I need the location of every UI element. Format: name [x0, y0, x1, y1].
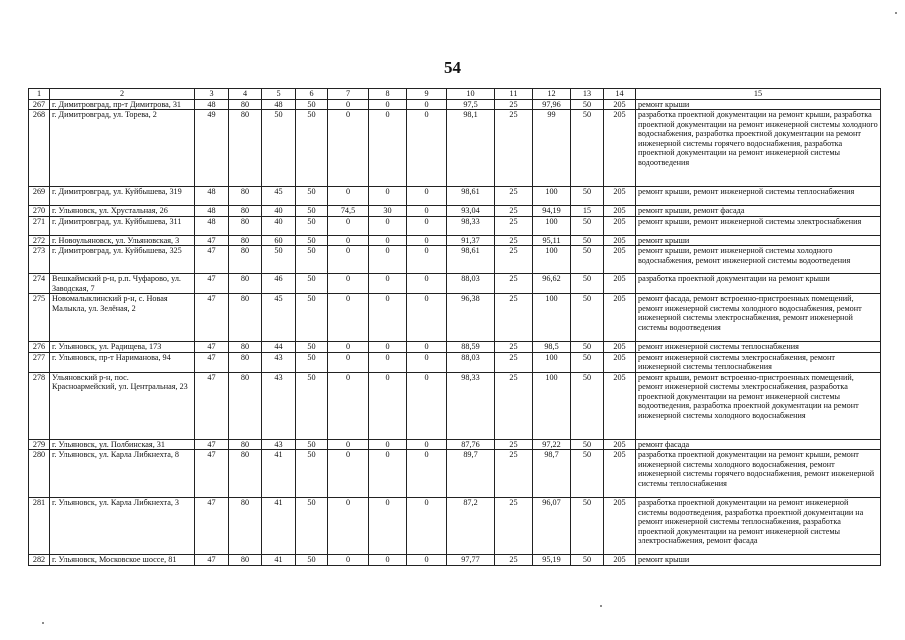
table-cell: разработка проектной документации на ремонт инженерной системы водоотведения, разработка проектной документации на ремонт инженерной системы теплоснабжения, разработка проектной документации на ремонт инженерной системы электроснабжения, ремонт фасада	[636, 498, 881, 555]
scan-speck	[895, 12, 897, 14]
column-header-1: 1	[29, 89, 50, 100]
table-cell: 205	[604, 206, 636, 217]
table-cell: 50	[296, 206, 328, 217]
table-cell: 205	[604, 498, 636, 555]
table-cell: г. Ульяновск, ул. Карла Либкнехта, 3	[50, 498, 195, 555]
table-cell: 205	[604, 450, 636, 498]
table-cell: 271	[29, 216, 50, 235]
table-cell: 50	[571, 274, 604, 294]
table-cell: 205	[604, 274, 636, 294]
table-cell: 50	[571, 294, 604, 342]
table-cell: 49	[195, 110, 229, 187]
table-cell: 0	[407, 372, 447, 439]
header-row	[29, 89, 881, 100]
table-row	[29, 372, 881, 439]
table-cell: 0	[407, 294, 447, 342]
table-cell: 0	[369, 246, 407, 274]
table-cell: 47	[195, 294, 229, 342]
table-cell: ремонт крыши, ремонт фасада	[636, 206, 881, 217]
scan-speck	[600, 605, 602, 607]
table-cell: Ульяновский р-н, пос. Красноармейский, ул. Центральная, 23	[50, 372, 195, 439]
table-cell: 0	[369, 274, 407, 294]
table-cell: 50	[571, 372, 604, 439]
table-cell: 80	[229, 206, 262, 217]
table-cell: 275	[29, 294, 50, 342]
table-cell: 0	[328, 216, 369, 235]
table-cell: 50	[296, 342, 328, 353]
table-cell: 0	[369, 110, 407, 187]
table-cell: 205	[604, 235, 636, 246]
table-cell: г. Ульяновск, Московское шоссе, 81	[50, 555, 195, 566]
table-cell: 98,7	[533, 450, 571, 498]
table-cell: 0	[407, 216, 447, 235]
table-cell: 0	[328, 246, 369, 274]
table-cell: разработка проектной документации на ремонт крыши	[636, 274, 881, 294]
table-cell: 80	[229, 555, 262, 566]
table-cell: ремонт крыши, ремонт инженерной системы электроснабжения	[636, 216, 881, 235]
table-cell: разработка проектной документации на ремонт крыши, ремонт инженерной системы холодного водоснабжения, ремонт инженерной системы горячего водоснабжения, ремонт инженерной системы теплоснабжения	[636, 450, 881, 498]
table-cell: 0	[369, 187, 407, 206]
table-cell: 80	[229, 352, 262, 372]
table-cell: 0	[369, 450, 407, 498]
table-cell: 273	[29, 246, 50, 274]
table-cell: 50	[296, 498, 328, 555]
table-cell: 25	[495, 352, 533, 372]
table-cell: ремонт крыши, ремонт инженерной системы холодного водоснабжения, ремонт инженерной системы водоотведения	[636, 246, 881, 274]
table-cell: 98,61	[447, 187, 495, 206]
table-cell: 50	[296, 450, 328, 498]
table-cell: 269	[29, 187, 50, 206]
table-cell: 50	[296, 235, 328, 246]
column-header-10: 10	[447, 89, 495, 100]
table-cell: 80	[229, 246, 262, 274]
table-cell: 0	[407, 439, 447, 450]
table-cell: 95,11	[533, 235, 571, 246]
column-header-4: 4	[229, 89, 262, 100]
table-cell: 100	[533, 294, 571, 342]
table-cell: 205	[604, 187, 636, 206]
table-cell: 0	[369, 294, 407, 342]
table-cell: 281	[29, 498, 50, 555]
table-cell: 45	[262, 187, 296, 206]
table-cell: 0	[328, 235, 369, 246]
column-header-5: 5	[262, 89, 296, 100]
table-cell: 99	[533, 110, 571, 187]
table-cell: 0	[407, 342, 447, 353]
table-cell: 50	[296, 294, 328, 342]
table-cell: 282	[29, 555, 50, 566]
table-row	[29, 352, 881, 372]
table-cell: 43	[262, 439, 296, 450]
table-cell: 205	[604, 555, 636, 566]
table-cell: 0	[407, 110, 447, 187]
table-cell: 88,03	[447, 352, 495, 372]
table-cell: 0	[407, 498, 447, 555]
table-cell: 46	[262, 274, 296, 294]
table-cell: 0	[369, 555, 407, 566]
table-cell: 87,2	[447, 498, 495, 555]
table-cell: 25	[495, 110, 533, 187]
table-cell: 48	[195, 187, 229, 206]
table-cell: 0	[369, 372, 407, 439]
table-cell: 205	[604, 110, 636, 187]
table-row	[29, 498, 881, 555]
table-cell: 50	[296, 99, 328, 110]
table-cell: 47	[195, 372, 229, 439]
table-cell: 25	[495, 246, 533, 274]
table-cell: 15	[571, 206, 604, 217]
table-cell: 0	[328, 99, 369, 110]
table-cell: ремонт крыши	[636, 235, 881, 246]
table-body	[29, 99, 881, 565]
table-cell: 40	[262, 206, 296, 217]
table-cell: ремонт крыши	[636, 555, 881, 566]
table-cell: 0	[328, 439, 369, 450]
table-cell: 0	[328, 498, 369, 555]
table-cell: 47	[195, 246, 229, 274]
table-cell: 0	[407, 352, 447, 372]
table-cell: 80	[229, 372, 262, 439]
table-row	[29, 206, 881, 217]
table-cell: 0	[328, 555, 369, 566]
repair-registry-table	[28, 88, 881, 566]
table-row	[29, 187, 881, 206]
column-header-8: 8	[369, 89, 407, 100]
table-cell: 80	[229, 110, 262, 187]
table-cell: 97,22	[533, 439, 571, 450]
table-cell: 50	[262, 110, 296, 187]
column-header-13: 13	[571, 89, 604, 100]
table-cell: 43	[262, 372, 296, 439]
table-cell: 205	[604, 294, 636, 342]
table-row	[29, 439, 881, 450]
table-cell: 93,04	[447, 206, 495, 217]
table-cell: 205	[604, 246, 636, 274]
table-row	[29, 216, 881, 235]
table-cell: 48	[195, 206, 229, 217]
table-cell: 0	[369, 216, 407, 235]
table-cell: г. Ульяновск, ул. Карла Либкнехта, 8	[50, 450, 195, 498]
table-cell: г. Ульяновск, ул. Полбинская, 31	[50, 439, 195, 450]
table-cell: 0	[407, 274, 447, 294]
table-cell: 50	[571, 352, 604, 372]
table-cell: 205	[604, 372, 636, 439]
table-cell: 50	[296, 439, 328, 450]
table-cell: 97,96	[533, 99, 571, 110]
table-cell: г. Ульяновск, пр-т Нариманова, 94	[50, 352, 195, 372]
table-cell: 50	[296, 352, 328, 372]
table-cell: 44	[262, 342, 296, 353]
table-cell: 25	[495, 99, 533, 110]
table-cell: 25	[495, 342, 533, 353]
table-cell: 89,7	[447, 450, 495, 498]
table-cell: ремонт инженерной системы теплоснабжения	[636, 342, 881, 353]
table-cell: 205	[604, 352, 636, 372]
table-cell: 80	[229, 216, 262, 235]
table-cell: 96,07	[533, 498, 571, 555]
table-cell: 47	[195, 235, 229, 246]
table-cell: 87,76	[447, 439, 495, 450]
table-cell: 50	[571, 187, 604, 206]
table-cell: 50	[296, 246, 328, 274]
table-cell: 74,5	[328, 206, 369, 217]
table-cell: 205	[604, 439, 636, 450]
table-cell: 270	[29, 206, 50, 217]
table-cell: 25	[495, 498, 533, 555]
table-cell: 0	[328, 187, 369, 206]
table-cell: 205	[604, 216, 636, 235]
table-cell: 80	[229, 450, 262, 498]
table-cell: 88,59	[447, 342, 495, 353]
table-cell: 0	[369, 342, 407, 353]
table-cell: 50	[571, 216, 604, 235]
table-cell: 50	[571, 498, 604, 555]
table-cell: 0	[369, 439, 407, 450]
column-header-12: 12	[533, 89, 571, 100]
table-cell: ремонт крыши, ремонт инженерной системы теплоснабжения	[636, 187, 881, 206]
table-cell: ремонт инженерной системы электроснабжения, ремонт инженерной системы теплоснабжения	[636, 352, 881, 372]
table-cell: 80	[229, 439, 262, 450]
table-cell: 48	[195, 216, 229, 235]
table-cell: 47	[195, 439, 229, 450]
table-cell: 80	[229, 187, 262, 206]
table-cell: 96,38	[447, 294, 495, 342]
table-cell: 25	[495, 555, 533, 566]
table-cell: г. Димитровград, ул. Куйбышева, 311	[50, 216, 195, 235]
column-header-6: 6	[296, 89, 328, 100]
table-cell: 50	[296, 555, 328, 566]
table-cell: 274	[29, 274, 50, 294]
table-cell: 47	[195, 498, 229, 555]
table-cell: 50	[296, 110, 328, 187]
table-cell: 98,61	[447, 246, 495, 274]
table-cell: 25	[495, 294, 533, 342]
table-cell: 50	[296, 372, 328, 439]
table-cell: 50	[571, 342, 604, 353]
table-row	[29, 99, 881, 110]
table-cell: 98,33	[447, 372, 495, 439]
column-header-11: 11	[495, 89, 533, 100]
table-cell: 0	[328, 372, 369, 439]
table-cell: ремонт крыши	[636, 99, 881, 110]
table-cell: 25	[495, 450, 533, 498]
table-cell: 50	[296, 187, 328, 206]
table-cell: 80	[229, 235, 262, 246]
table-cell: г. Новоульяновск, ул. Ульяновская, 3	[50, 235, 195, 246]
table-cell: 0	[369, 99, 407, 110]
table-cell: 43	[262, 352, 296, 372]
column-header-7: 7	[328, 89, 369, 100]
table-row	[29, 342, 881, 353]
table-cell: 50	[571, 450, 604, 498]
table-cell: разработка проектной документации на ремонт крыши, разработка проектной документации на ремонт инженерной системы холодного водоснабжения, разработка проектной документации на ремонт инженерной системы горячего водоснабжения, разработка проектной документации на ремонт инженерной системы водоотведения	[636, 110, 881, 187]
table-cell: 40	[262, 216, 296, 235]
table-cell: 25	[495, 235, 533, 246]
table-cell: 25	[495, 187, 533, 206]
table-cell: 277	[29, 352, 50, 372]
table-cell: 41	[262, 555, 296, 566]
table-cell: 205	[604, 99, 636, 110]
table-cell: 91,37	[447, 235, 495, 246]
table-cell: 279	[29, 439, 50, 450]
table-cell: 0	[328, 450, 369, 498]
table-cell: 0	[328, 342, 369, 353]
table-cell: 272	[29, 235, 50, 246]
table-cell: г. Димитровград, ул. Куйбышева, 325	[50, 246, 195, 274]
table-cell: 97,5	[447, 99, 495, 110]
table-cell: 100	[533, 246, 571, 274]
table-cell: 98,5	[533, 342, 571, 353]
table-cell: 80	[229, 294, 262, 342]
table-cell: Вешкаймский р-н, р.п. Чуфарово, ул. Заводская, 7	[50, 274, 195, 294]
table-cell: 50	[296, 216, 328, 235]
table-cell: 47	[195, 555, 229, 566]
table-row	[29, 450, 881, 498]
table-cell: 50	[571, 110, 604, 187]
table-header	[29, 89, 881, 100]
table-cell: 25	[495, 216, 533, 235]
table-cell: г. Димитровград, пр-т Димитрова, 31	[50, 99, 195, 110]
table-cell: 0	[407, 206, 447, 217]
table-cell: 50	[571, 246, 604, 274]
table-cell: 100	[533, 216, 571, 235]
table-cell: 41	[262, 450, 296, 498]
table-cell: 50	[571, 235, 604, 246]
table-cell: 88,03	[447, 274, 495, 294]
table-cell: 0	[328, 110, 369, 187]
table-cell: 0	[369, 235, 407, 246]
table-cell: 0	[369, 352, 407, 372]
table-cell: 50	[571, 439, 604, 450]
table-cell: ремонт фасада	[636, 439, 881, 450]
table-cell: ремонт фасада, ремонт встроенно-пристроенных помещений, ремонт инженерной системы холодного водоснабжения, ремонт инженерной системы электроснабжения, ремонт инженерной системы водоотведения	[636, 294, 881, 342]
column-header-3: 3	[195, 89, 229, 100]
table-cell: 0	[328, 274, 369, 294]
table-cell: 280	[29, 450, 50, 498]
table-cell: 100	[533, 187, 571, 206]
table-cell: 96,62	[533, 274, 571, 294]
table-cell: 267	[29, 99, 50, 110]
table-cell: 25	[495, 206, 533, 217]
table-cell: 48	[262, 99, 296, 110]
table-cell: 0	[407, 555, 447, 566]
table-cell: 95,19	[533, 555, 571, 566]
table-cell: 80	[229, 99, 262, 110]
table-cell: г. Димитровград, ул. Торева, 2	[50, 110, 195, 187]
column-header-9: 9	[407, 89, 447, 100]
table-cell: г. Димитровград, ул. Куйбышева, 319	[50, 187, 195, 206]
table-cell: 50	[571, 99, 604, 110]
table-cell: 278	[29, 372, 50, 439]
scan-speck	[42, 622, 44, 624]
table-cell: 50	[262, 246, 296, 274]
table-cell: 80	[229, 274, 262, 294]
table-cell: 30	[369, 206, 407, 217]
table-cell: 98,1	[447, 110, 495, 187]
column-header-14: 14	[604, 89, 636, 100]
table-cell: ремонт крыши, ремонт встроенно-пристроенных помещений, ремонт инженерной системы электроснабжения, разработка проектной документации на ремонт инженерной системы водоотведения, разработка проектной документации на ремонт инженерной системы холодного водоснабжения	[636, 372, 881, 439]
table-cell: 100	[533, 352, 571, 372]
table-cell: 0	[407, 187, 447, 206]
page-number: 54	[444, 58, 461, 77]
column-header-2: 2	[50, 89, 195, 100]
table-cell: 205	[604, 342, 636, 353]
table-cell: 0	[407, 99, 447, 110]
table-cell: г. Ульяновск, ул. Хрустальная, 26	[50, 206, 195, 217]
table-cell: 0	[369, 498, 407, 555]
table-row	[29, 294, 881, 342]
table-cell: 41	[262, 498, 296, 555]
table-cell: 50	[296, 274, 328, 294]
table-cell: 80	[229, 498, 262, 555]
table-cell: 47	[195, 342, 229, 353]
table-row	[29, 274, 881, 294]
table-row	[29, 235, 881, 246]
table-cell: 0	[407, 246, 447, 274]
table-cell: 47	[195, 352, 229, 372]
table-cell: 25	[495, 372, 533, 439]
table-row	[29, 110, 881, 187]
table-cell: 47	[195, 274, 229, 294]
table-cell: 25	[495, 274, 533, 294]
table-cell: 0	[407, 450, 447, 498]
table-cell: 268	[29, 110, 50, 187]
table-cell: 45	[262, 294, 296, 342]
table-cell: 47	[195, 450, 229, 498]
table-cell: Новомалыклинский р-н, с. Новая Малыкла, ул. Зелёная, 2	[50, 294, 195, 342]
column-header-15: 15	[636, 89, 881, 100]
table-cell: 50	[571, 555, 604, 566]
table-cell: 25	[495, 439, 533, 450]
table-row	[29, 246, 881, 274]
table-cell: г. Ульяновск, ул. Радищева, 173	[50, 342, 195, 353]
table-cell: 97,77	[447, 555, 495, 566]
table-cell: 80	[229, 342, 262, 353]
table-cell: 94,19	[533, 206, 571, 217]
table-cell: 48	[195, 99, 229, 110]
table-cell: 276	[29, 342, 50, 353]
table-cell: 0	[328, 294, 369, 342]
table-cell: 60	[262, 235, 296, 246]
table-cell: 98,33	[447, 216, 495, 235]
table-row	[29, 555, 881, 566]
table-cell: 0	[407, 235, 447, 246]
table-cell: 100	[533, 372, 571, 439]
table-cell: 0	[328, 352, 369, 372]
